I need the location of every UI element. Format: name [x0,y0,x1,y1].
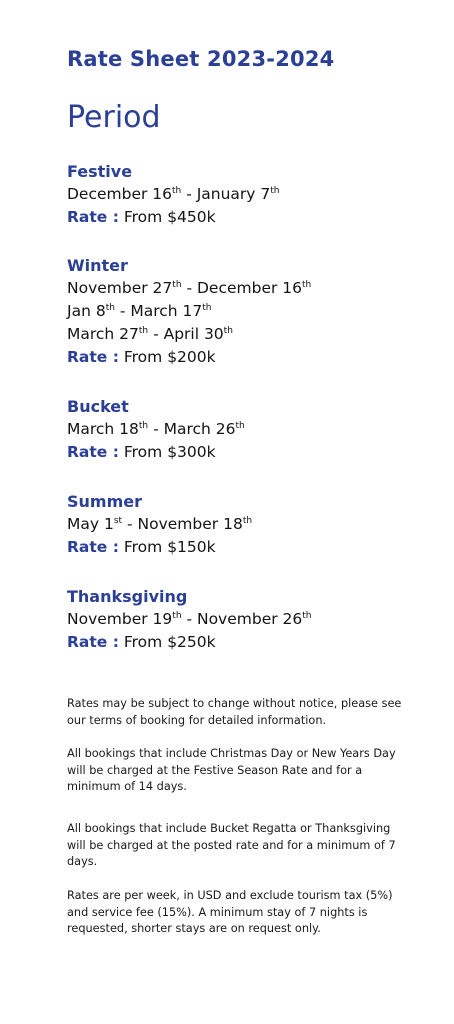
period-start-suffix: th [138,326,149,336]
period-end: March 26 [163,420,236,438]
period-separator: - [148,325,164,343]
period-separator: - [181,185,197,203]
period-end-suffix: th [302,280,312,290]
period-start-suffix: th [172,611,182,621]
rate-value: From $200k [123,348,216,366]
season-period [67,300,427,323]
period-separator: - [181,279,197,297]
season-rate [67,206,427,229]
rate-label: Rate : [67,538,119,556]
period-end: January 7 [196,185,271,203]
period-end-suffix: th [235,421,245,431]
season-period [67,183,427,206]
rate-label: Rate : [67,208,119,226]
period-end: April 30 [163,325,224,343]
note-rate-changes: Rates may be subject to change without notice, please see our terms of booking for detailed information. [67,697,402,727]
note-rates-taxes: Rates are per week, in USD and exclude tourism tax (5%) and service fee (15%). A minimum stay of 7 nights is requested, shorter stays are on request only. [67,889,393,936]
period-start: March 27 [67,325,139,343]
season-period [67,608,427,631]
rate-label: Rate : [67,443,119,461]
period-end-suffix: th [223,326,233,336]
rate-value: From $300k [123,443,216,461]
period-start: November 19 [67,610,173,628]
season-period [67,323,427,346]
season-bucket [67,396,427,464]
period-end-suffix: th [270,186,280,196]
page-title: Rate Sheet 2023-2024 [67,47,335,71]
period-end: November 26 [196,610,303,628]
rate-value: From $250k [123,633,216,651]
period-start: December 16 [67,185,173,203]
season-festive [67,161,427,229]
period-start-suffix: th [172,186,182,196]
rate-value: From $450k [123,208,216,226]
period-end-suffix: th [302,611,312,621]
period-start: Jan 8 [67,302,106,320]
period-separator: - [122,515,138,533]
period-end: November 18 [137,515,243,533]
period-start-suffix: th [138,421,149,431]
season-rate [67,631,427,654]
rate-label: Rate : [67,633,119,651]
section-subtitle: Period [67,100,161,135]
period-start-suffix: th [172,280,182,290]
season-rate [67,346,427,369]
period-end-suffix: th [242,516,253,526]
period-start: November 27 [67,279,173,297]
period-end: March 17 [130,302,203,320]
season-winter [67,255,427,369]
rate-label: Rate : [67,348,119,366]
period-separator: - [114,302,131,320]
season-name: Thanksgiving [67,587,188,606]
season-thanksgiving [67,586,427,654]
note-festive-minimum: All bookings that include Christmas Day or New Years Day will be charged at the Festive Season Rate and for a minimum of 14 days. [67,747,396,794]
rate-value: From $150k [123,538,216,556]
season-name: Bucket [67,397,129,416]
season-rate [67,536,427,559]
season-name: Summer [67,492,142,511]
season-name: Festive [67,162,133,181]
period-start-suffix: st [113,516,123,526]
period-start: May 1 [67,515,114,533]
season-name: Winter [67,256,128,275]
period-separator: - [181,610,197,628]
period-separator: - [148,420,164,438]
season-period [67,513,427,536]
season-period [67,277,427,300]
season-rate [67,441,427,464]
period-start-suffix: th [105,303,115,313]
season-period [67,418,427,441]
note-regatta-thanksgiving: All bookings that include Bucket Regatta or Thanksgiving will be charged at the posted rate and for a minimum of 7 days. [67,822,396,869]
period-end: December 16 [196,279,303,297]
period-start: March 18 [67,420,139,438]
season-summer [67,491,427,559]
period-end-suffix: th [202,303,212,313]
